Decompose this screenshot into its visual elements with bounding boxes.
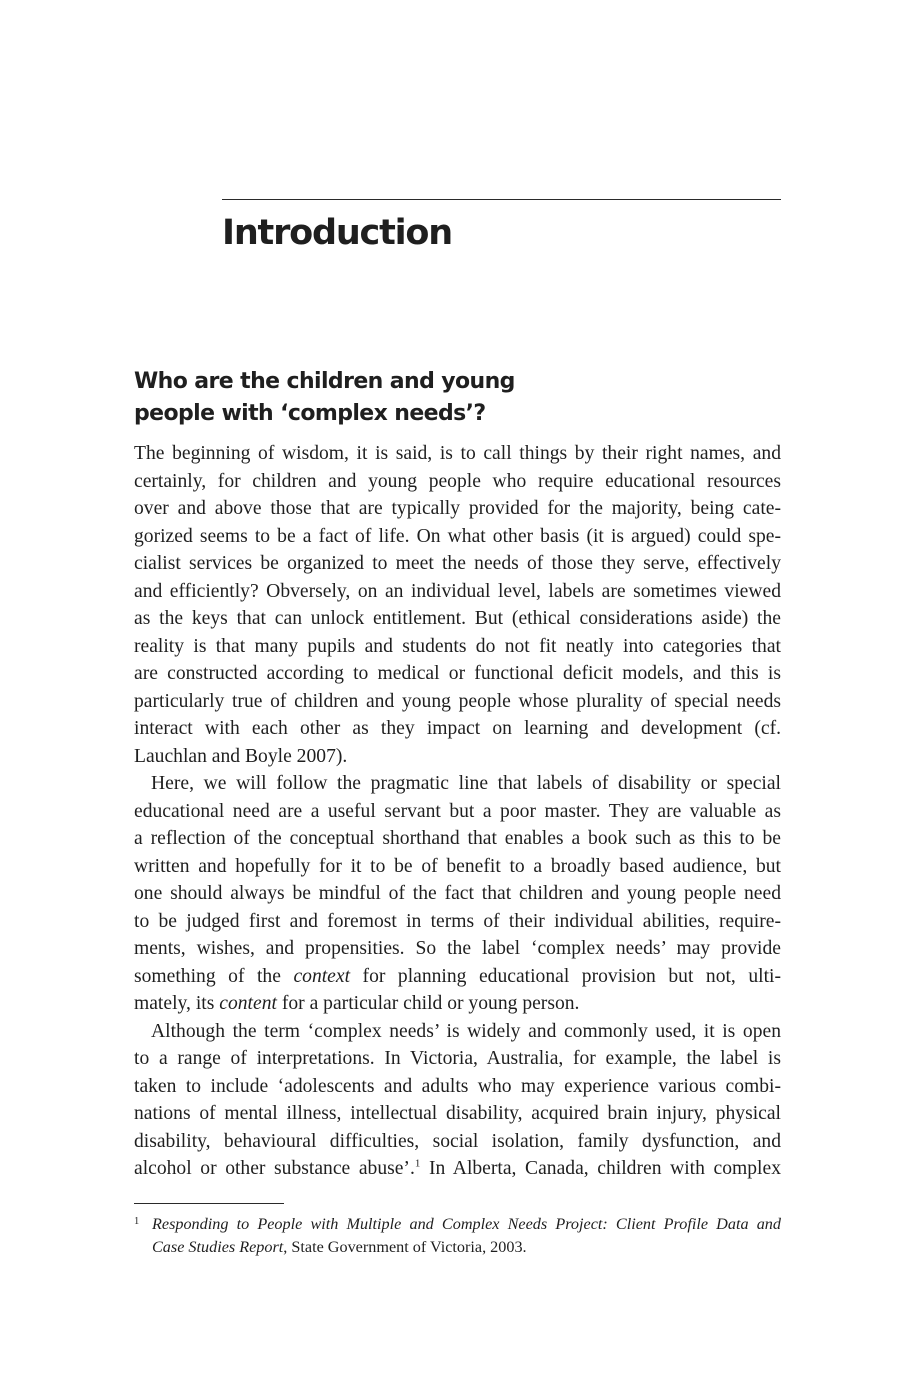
body-line: certainly, for children and young people who require educational resources	[134, 470, 781, 492]
body-line: reality is that many pupils and students do not fit neatly into categories that	[134, 635, 781, 657]
body-text-run: In Alberta, Canada, children with complex	[420, 1158, 781, 1179]
body-line: disability, behavioural difficulties, social isolation, family dysfunction, and	[134, 1130, 781, 1152]
body-line: one should always be mindful of the fact that children and young people need	[134, 883, 781, 904]
footnote-reference[interactable]: 1	[414, 1157, 421, 1170]
body-line: educational need are a useful servant but a poor master. They are valuable as	[134, 800, 781, 822]
body-text-run: for planning educational provision but not, ulti-	[350, 965, 781, 987]
body-line: as the keys that can unlock entitlement. But (ethical considerations aside) the	[134, 608, 781, 629]
body-line: Here, we will follow the pragmatic line that labels of disability or special	[151, 773, 781, 794]
body-line: written and hopefully for it to be of benefit to a broadly based audience, but	[134, 855, 781, 877]
body-line: to be judged first and foremost in terms of their individual abilities, require-	[134, 910, 781, 932]
section-heading-line: people with ‘complex needs’?	[134, 401, 486, 426]
footnote-title: Case Studies Report	[152, 1237, 284, 1256]
body-line	[134, 963, 781, 991]
body-text-run: alcohol or other substance abuse’.	[134, 1158, 415, 1179]
footnote-title: Responding to People with Multiple and Complex Needs Project: Client Profile Data and	[152, 1215, 781, 1233]
body-line: particularly true of children and young people whose plurality of special needs	[134, 690, 781, 712]
body-line: cialist services be organized to meet the needs of those they serve, effectively	[134, 553, 781, 574]
emphasis-context: context	[293, 965, 351, 987]
footnote	[134, 1213, 781, 1258]
body-line: nations of mental illness, intellectual disability, acquired brain injury, physical	[134, 1103, 781, 1124]
body-line: and efficiently? Obversely, on an individual level, labels are sometimes viewed	[134, 580, 781, 602]
body-line: taken to include ‘adolescents and adults who may experience various combi-	[134, 1075, 781, 1097]
body-line: gorized seems to be a fact of life. On what other basis (it is argued) could spe-	[134, 525, 781, 547]
body-line: interact with each other as they impact on learning and development (cf.	[134, 718, 781, 739]
chapter-rule	[222, 199, 781, 200]
body-text-run: something of the	[134, 965, 294, 987]
footnote-line	[152, 1213, 781, 1236]
body-line	[134, 990, 781, 1018]
body-text	[134, 440, 781, 1183]
body-line: The beginning of wisdom, it is said, is to call things by their right names, and	[134, 443, 781, 464]
body-line: are constructed according to medical or functional deficit models, and this is	[134, 663, 781, 684]
footnote-line	[152, 1236, 781, 1259]
section-heading-line: Who are the children and young	[134, 369, 515, 394]
footnote-number: 1	[134, 1216, 140, 1227]
footnote-body	[152, 1213, 781, 1258]
footnote-rule	[134, 1203, 284, 1204]
body-line: to a range of interpretations. In Victoria, Australia, for example, the label is	[134, 1048, 781, 1069]
chapter-title: Introduction	[222, 213, 452, 253]
footnote-source: , State Government of Victoria, 2003.	[283, 1237, 527, 1256]
body-text-run: for a particular child or young person.	[276, 993, 580, 1014]
body-line	[134, 1155, 781, 1183]
body-line: Although the term ‘complex needs’ is widely and commonly used, it is open	[151, 1020, 781, 1042]
body-line: over and above those that are typically provided for the majority, being cate-	[134, 498, 781, 519]
section-heading	[134, 366, 594, 430]
body-line: Lauchlan and Boyle 2007).	[134, 745, 348, 767]
emphasis-content: content	[219, 993, 277, 1014]
body-text-run: mately, its	[134, 993, 220, 1014]
body-line: a reflection of the conceptual shorthand that enables a book such as this to be	[134, 828, 781, 849]
body-line: ments, wishes, and propensities. So the label ‘complex needs’ may provide	[134, 938, 781, 959]
